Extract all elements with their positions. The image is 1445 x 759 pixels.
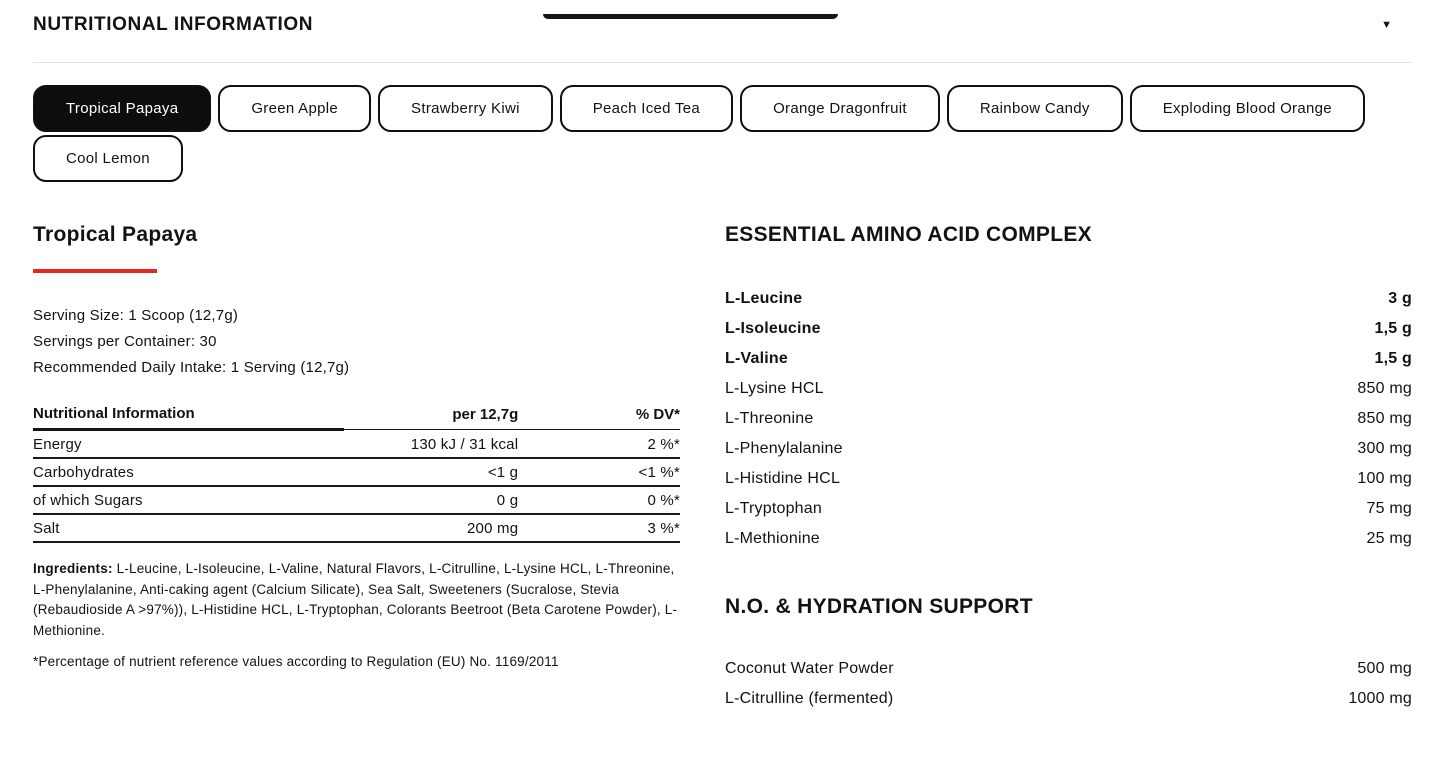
ingredient-amount: 1000 mg bbox=[1348, 690, 1412, 707]
ingredients-text: L-Leucine, L-Isoleucine, L-Valine, Natural Flavors, L-Citrulline, L-Lysine HCL, L-Threonine, L-Phenylalanine, Anti-caking agent (Calcium Silicate), Sea Salt, Sweeteners (Sucralose, Stevia (Rebaudioside A >97%)), L-Histidine HCL, L-Tryptophan, Colorants Beetroot (Beta Carotene Powder), L-Methionine. bbox=[33, 561, 678, 638]
table-cell: 3 %* bbox=[518, 514, 680, 542]
chevron-down-icon[interactable]: ▼ bbox=[1381, 18, 1392, 31]
flavor-tab-list bbox=[33, 85, 1412, 182]
table-cell: Energy bbox=[33, 430, 344, 459]
flavor-tab-rainbow-candy[interactable]: Rainbow Candy bbox=[947, 85, 1123, 132]
table-header-row bbox=[33, 405, 680, 430]
serving-info bbox=[33, 303, 680, 381]
partial-button-top-edge[interactable] bbox=[543, 14, 838, 19]
flavor-details-panel bbox=[33, 222, 680, 669]
ingredient-row bbox=[725, 530, 1412, 548]
formula-panel bbox=[725, 222, 1412, 720]
ingredient-amount: 300 mg bbox=[1357, 440, 1412, 457]
ingredient-row bbox=[725, 690, 1412, 708]
ingredient-amount: 850 mg bbox=[1357, 380, 1412, 397]
red-accent-bar bbox=[33, 269, 157, 273]
ingredient-row bbox=[725, 320, 1412, 338]
flavor-tab-tropical-papaya[interactable]: Tropical Papaya bbox=[33, 85, 211, 132]
ingredient-name: L-Valine bbox=[725, 350, 788, 367]
servings-per-container: Servings per Container: 30 bbox=[33, 333, 217, 350]
ingredient-name: L-Lysine HCL bbox=[725, 380, 824, 397]
ingredient-amount: 500 mg bbox=[1357, 660, 1412, 677]
section-divider bbox=[33, 62, 1412, 63]
ingredient-name: L-Citrulline (fermented) bbox=[725, 690, 894, 707]
flavor-tab-strawberry-kiwi[interactable]: Strawberry Kiwi bbox=[378, 85, 553, 132]
ingredient-amount: 1,5 g bbox=[1374, 320, 1412, 337]
flavor-tab-peach-iced-tea[interactable]: Peach Iced Tea bbox=[560, 85, 733, 132]
ingredient-name: L-Threonine bbox=[725, 410, 814, 427]
recommended-daily-intake: Recommended Daily Intake: 1 Serving (12,7g) bbox=[33, 359, 350, 376]
table-cell: 200 mg bbox=[344, 514, 519, 542]
flavor-tab-cool-lemon[interactable]: Cool Lemon bbox=[33, 135, 183, 182]
eaa-complex-heading: ESSENTIAL AMINO ACID COMPLEX bbox=[725, 223, 1092, 246]
ingredient-name: L-Leucine bbox=[725, 290, 803, 307]
ingredient-row bbox=[725, 410, 1412, 428]
flavor-tab-exploding-blood-orange[interactable]: Exploding Blood Orange bbox=[1130, 85, 1365, 132]
table-cell: 0 %* bbox=[518, 486, 680, 514]
ingredient-row bbox=[725, 500, 1412, 518]
ingredient-row bbox=[725, 380, 1412, 398]
ingredient-amount: 75 mg bbox=[1366, 500, 1412, 517]
ingredients-label: Ingredients: bbox=[33, 561, 113, 576]
ingredient-name: L-Histidine HCL bbox=[725, 470, 841, 487]
ingredient-amount: 100 mg bbox=[1357, 470, 1412, 487]
ingredient-name: L-Isoleucine bbox=[725, 320, 821, 337]
col-header-per-serving: per 12,7g bbox=[344, 405, 519, 430]
table-row bbox=[33, 458, 680, 486]
table-cell: Salt bbox=[33, 514, 344, 542]
table-row bbox=[33, 430, 680, 459]
ingredient-name: L-Methionine bbox=[725, 530, 820, 547]
ingredients-paragraph bbox=[33, 559, 680, 641]
ingredient-amount: 850 mg bbox=[1357, 410, 1412, 427]
ingredient-amount: 1,5 g bbox=[1374, 350, 1412, 367]
table-row bbox=[33, 514, 680, 542]
flavor-tab-green-apple[interactable]: Green Apple bbox=[218, 85, 371, 132]
table-cell: Carbohydrates bbox=[33, 458, 344, 486]
table-cell: 2 %* bbox=[518, 430, 680, 459]
flavor-tab-orange-dragonfruit[interactable]: Orange Dragonfruit bbox=[740, 85, 940, 132]
table-cell: 0 g bbox=[344, 486, 519, 514]
eaa-complex-list bbox=[725, 290, 1412, 548]
table-cell: <1 g bbox=[344, 458, 519, 486]
section-title: NUTRITIONAL INFORMATION bbox=[33, 14, 314, 35]
table-cell: of which Sugars bbox=[33, 486, 344, 514]
ingredient-name: L-Phenylalanine bbox=[725, 440, 843, 457]
hydration-support-heading: N.O. & HYDRATION SUPPORT bbox=[725, 595, 1033, 618]
ingredient-name: L-Tryptophan bbox=[725, 500, 822, 517]
table-cell: <1 %* bbox=[518, 458, 680, 486]
ingredient-row bbox=[725, 470, 1412, 488]
dv-footnote: *Percentage of nutrient reference values according to Regulation (EU) No. 1169/2011 bbox=[33, 654, 559, 669]
nutrition-section bbox=[0, 14, 1445, 720]
nutrition-table bbox=[33, 405, 680, 543]
ingredient-row bbox=[725, 660, 1412, 678]
table-cell: 130 kJ / 31 kcal bbox=[344, 430, 519, 459]
ingredient-row bbox=[725, 290, 1412, 308]
serving-size: Serving Size: 1 Scoop (12,7g) bbox=[33, 307, 239, 324]
table-row bbox=[33, 486, 680, 514]
ingredient-amount: 3 g bbox=[1388, 290, 1412, 307]
ingredient-row bbox=[725, 350, 1412, 368]
ingredient-row bbox=[725, 440, 1412, 458]
col-header-dv: % DV* bbox=[518, 405, 680, 430]
ingredient-amount: 25 mg bbox=[1366, 530, 1412, 547]
col-header-nutrient: Nutritional Information bbox=[33, 405, 344, 430]
flavor-heading: Tropical Papaya bbox=[33, 223, 198, 246]
ingredient-name: Coconut Water Powder bbox=[725, 660, 894, 677]
hydration-support-list bbox=[725, 660, 1412, 708]
